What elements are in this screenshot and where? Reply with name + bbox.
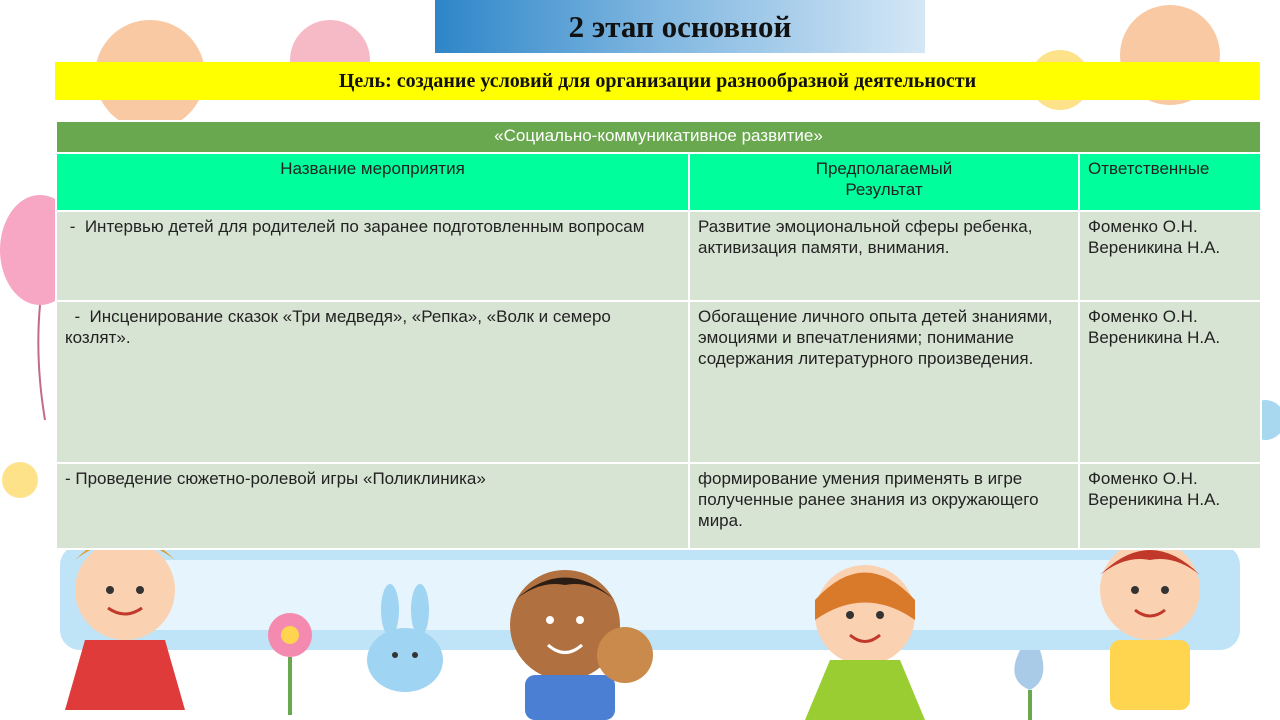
goal-text: Цель: создание условий для организации разнообразной деятельности (338, 69, 977, 92)
boy-yellow-shirt (1100, 540, 1200, 710)
column-header-row (56, 153, 1261, 211)
result-cell: Обогащение личного опыта детей знаниями, эмоциями и впечатлениями; понимание содержания литературного произведения. (689, 301, 1079, 463)
header-result-line1: Предполагаемый (815, 159, 953, 178)
event-cell: - Интервью детей для родителей по заранее подготовленным вопросам (56, 211, 689, 301)
goal-banner (55, 62, 1260, 100)
header-responsible: Ответственные (1079, 153, 1261, 211)
responsible-name: Вереникина Н.А. (1088, 490, 1221, 509)
responsible-name: Фоменко О.Н. (1088, 469, 1198, 488)
header-result-line2: Результат (845, 180, 923, 199)
result-cell: Развитие эмоциональной сферы ребенка, активизация памяти, внимания. (689, 211, 1079, 301)
section-header-row (56, 121, 1261, 153)
header-expected-result (689, 153, 1079, 211)
bluebell-flower (1014, 650, 1043, 720)
table-row (56, 211, 1261, 301)
slide-title: 2 этап основной (568, 8, 792, 44)
result-cell: формирование умения применять в игре полученные ранее знания из окружающего мира. (689, 463, 1079, 549)
activities-table (55, 120, 1262, 550)
responsible-name: Фоменко О.Н. (1088, 307, 1198, 326)
table-row (56, 463, 1261, 549)
event-cell: - Проведение сюжетно-ролевой игры «Поликлиника» (56, 463, 689, 549)
event-cell: - Инсценирование сказок «Три медведя», «Репка», «Волк и семеро козлят». (56, 301, 689, 463)
responsible-cell (1079, 211, 1261, 301)
slide-title-box (435, 0, 925, 53)
table-row (56, 301, 1261, 463)
responsible-name: Вереникина Н.А. (1088, 238, 1221, 257)
responsible-cell (1079, 463, 1261, 549)
responsible-name: Вереникина Н.А. (1088, 328, 1221, 347)
responsible-name: Фоменко О.Н. (1088, 217, 1198, 236)
section-title: «Социально-коммуникативное развитие» (56, 121, 1261, 153)
header-event-name: Название мероприятия (56, 153, 689, 211)
flower (268, 613, 312, 715)
responsible-cell (1079, 301, 1261, 463)
